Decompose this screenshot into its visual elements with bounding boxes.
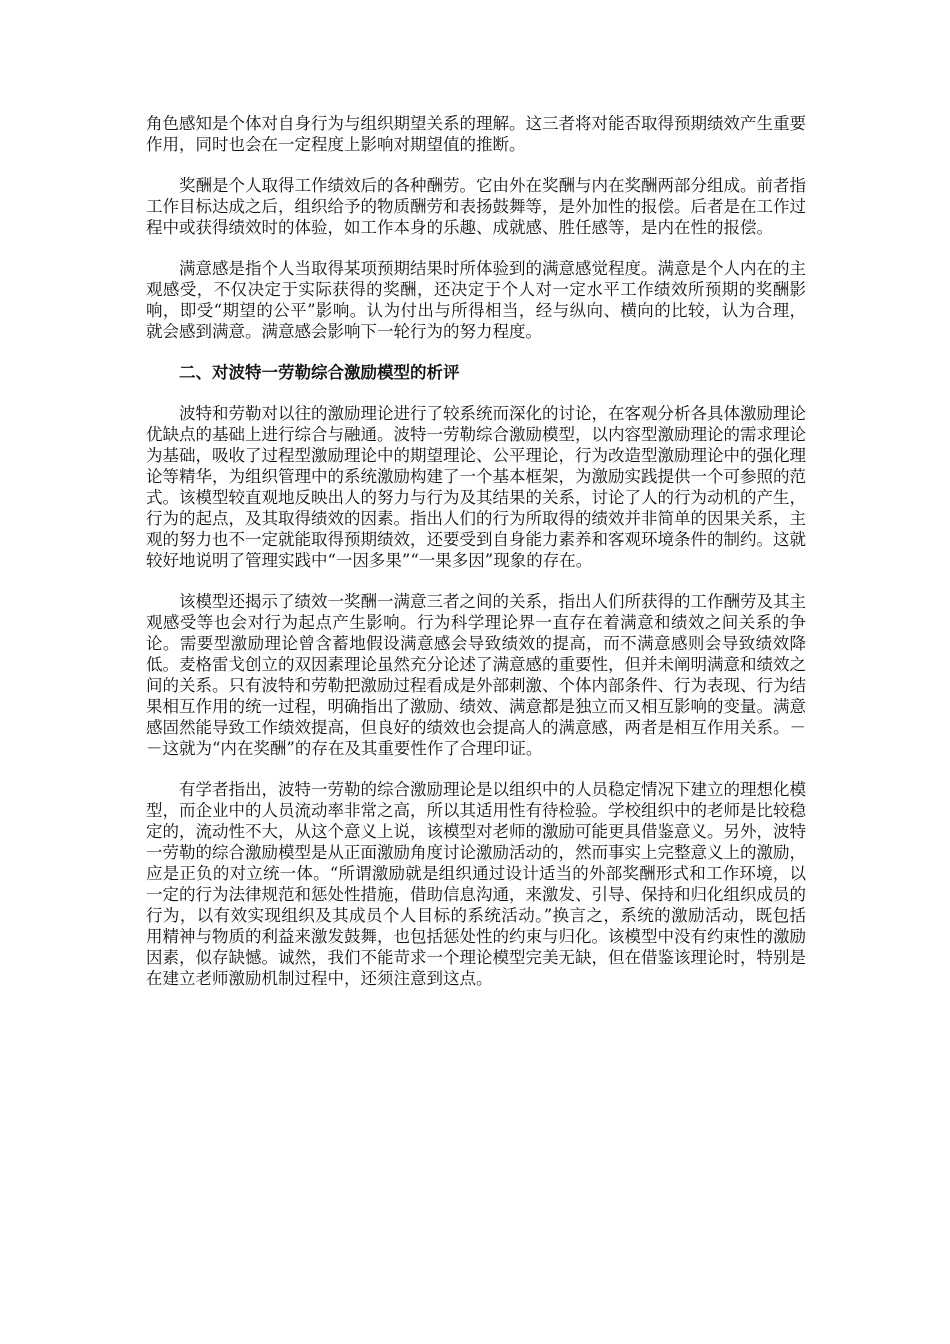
document-page <box>146 113 806 1009</box>
paragraph-model-review: 波特和劳勒对以往的激励理论进行了较系统而深化的讨论，在客观分析各具体激励理论优缺点的基础上进行综合与融通。波特一劳勒综合激励模型，以内容型激励理论的需求理论为基础，吸收了过程型激励理论中的期望理论、公平理论，行为改造型激励理论中的强化理论等精华，为组织管理中的系统激励构建了一个基本框架，为激励实践提供一个可参照的范式。该模型较直观地反映出人的努力与行为及其结果的关系，讨论了人的行为动机的产生，行为的起点，及其取得绩效的因素。指出人们的行为所取得的绩效并非简单的因果关系，主观的努力也不一定就能取得预期绩效，还要受到自身能力素养和客观环境条件的制约。这就较好地说明了管理实践中“一因多果”“一果多因”现象的存在。 <box>146 404 806 570</box>
paragraph-satisfaction: 满意感是指个人当取得某项预期结果时所体验到的满意感觉程度。满意是个人内在的主观感受，不仅决定于实际获得的奖酬，还决定于个人对一定水平工作绩效所预期的奖酬影响，即受“期望的公平”影响。认为付出与所得相当，经与纵向、横向的比较，认为合理，就会感到满意。满意感会影响下一轮行为的努力程度。 <box>146 259 806 341</box>
paragraph-reward: 奖酬是个人取得工作绩效后的各种酬劳。它由外在奖酬与内在奖酬两部分组成。前者指工作目标达成之后，组织给予的物质酬劳和表扬鼓舞等，是外加性的报偿。后者是在工作过程中或获得绩效时的体验，如工作本身的乐趣、成就感、胜任感等，是内在性的报偿。 <box>146 176 806 237</box>
paragraph-performance-satisfaction: 该模型还揭示了绩效一奖酬一满意三者之间的关系，指出人们所获得的工作酬劳及其主观感受等也会对行为起点产生影响。行为科学理论界一直存在着满意和绩效之间关系的争论。需要型激励理论曾含蓄地假设满意感会导致绩效的提高，而不满意感则会导致绩效降低。麦格雷戈创立的双因素理论虽然充分论述了满意感的重要性，但并未阐明满意和绩效之间的关系。只有波特和劳勒把激励过程看成是外部刺激、个体内部条件、行为表现、行为结果相互作用的统一过程，明确指出了激励、绩效、满意都是独立而又相互影响的变量。满意感固然能导致工作绩效提高，但良好的绩效也会提高人的满意感，两者是相互作用关系。－－这就为“内在奖酬”的存在及其重要性作了合理印证。 <box>146 592 806 758</box>
paragraph-role-perception: 角色感知是个体对自身行为与组织期望关系的理解。这三者将对能否取得预期绩效产生重要作用，同时也会在一定程度上影响对期望值的推断。 <box>146 114 806 154</box>
section-heading: 二、对波特一劳勒综合激励模型的析评 <box>179 363 460 382</box>
paragraph-critique: 有学者指出，波特一劳勒的综合激励理论是以组织中的人员稳定情况下建立的理想化模型，而企业中的人员流动率非常之高，所以其适用性有待检验。学校组织中的老师是比较稳定的，流动性不大，从这个意义上说，该模型对老师的激励可能更具借鉴意义。另外，波特一劳勒的综合激励模型是从正面激励角度讨论激励活动的，然而事实上完整意义上的激励，应是正负的对立统一体。“所谓激励就是组织通过设计适当的外部奖酬形式和工作环境，以一定的行为法律规范和惩处性措施，借助信息沟通，来激发、引导、保持和归化组织成员的行为，以有效实现组织及其成员个人目标的系统活动。”换言之，系统的激励活动，既包括用精神与物质的利益来激发鼓舞，也包括惩处性的约束与归化。该模型中没有约束性的激励因素，似存缺憾。诚然，我们不能苛求一个理论模型完美无缺，但在借鉴该理论时，特别是在建立老师激励机制过程中，还须注意到这点。 <box>146 780 806 988</box>
